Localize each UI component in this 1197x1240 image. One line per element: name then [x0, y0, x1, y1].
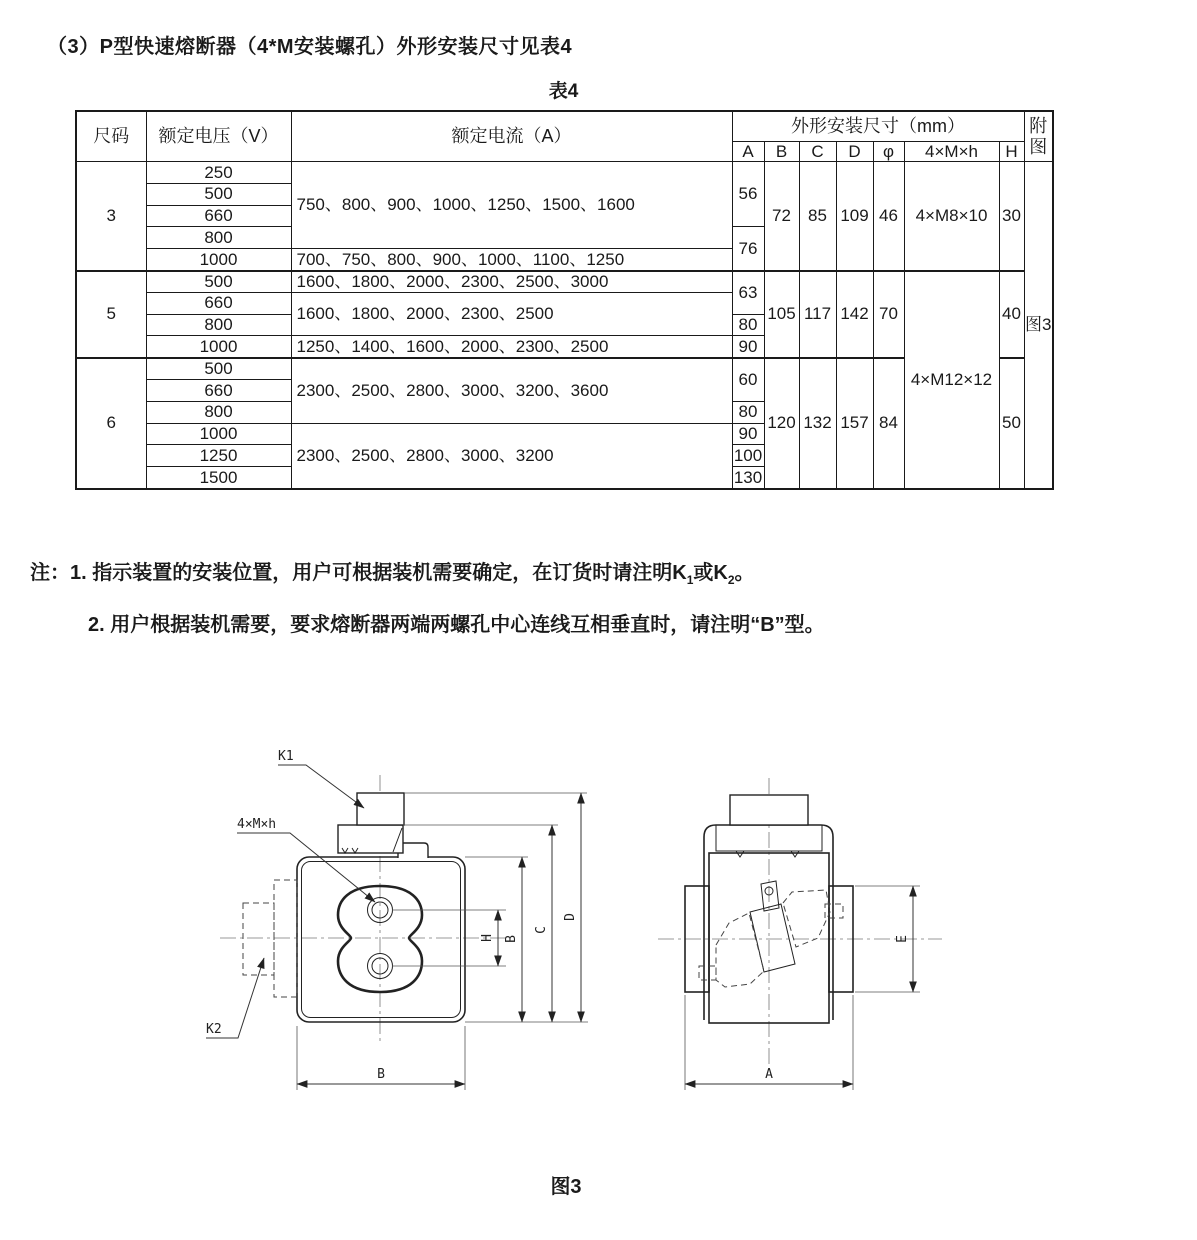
dim-h-label: H [480, 934, 495, 942]
table-cell: 3 [76, 162, 146, 271]
table-cell: 500 [146, 271, 291, 293]
table-cell: 85 [799, 162, 836, 271]
note-1 [30, 556, 1130, 587]
table-cell: 1600、1800、2000、2300、2500、3000 [291, 271, 732, 293]
table-cell: 30 [999, 162, 1024, 271]
k2-label: K2 [206, 1022, 222, 1037]
table-cell: 157 [836, 358, 873, 489]
page-heading: （3）P型快速熔断器（4*M安装螺孔）外形安装尺寸见表4 [47, 36, 573, 58]
front-knob [357, 793, 404, 825]
table-cell: 117 [799, 271, 836, 358]
dim-d-label: D [563, 913, 578, 921]
table-cell: 132 [799, 358, 836, 489]
table-cell: 660 [146, 380, 291, 402]
table-cell: 120 [764, 358, 799, 489]
side-knob [730, 795, 808, 825]
table-cell: 250 [146, 162, 291, 184]
table-cell: 4×M12×12 [904, 271, 999, 489]
table-cell: 130 [733, 467, 763, 487]
figure-3-drawing [180, 740, 970, 1110]
table-row [76, 162, 1053, 184]
col-header-size: 尺码 [76, 111, 146, 162]
dim-d [563, 793, 581, 1022]
table-cell: 2300、2500、2800、3000、3200、3600 [291, 358, 732, 423]
table-cell: 142 [836, 271, 873, 358]
table-cell: 63 [732, 271, 764, 315]
table-header [76, 111, 1053, 162]
col-header-b: B [764, 141, 799, 162]
table-cell: 500 [146, 183, 291, 205]
table-cell: 1000 [146, 423, 291, 445]
table-cell: 40 [999, 271, 1024, 358]
side-view [658, 778, 942, 1090]
note-2: 2. 用户根据装机需要，要求熔断器两端两螺孔中心连线互相垂直时，请注明“B”型。 [88, 614, 825, 636]
col-header-dims-group: 外形安装尺寸（mm） [732, 111, 1024, 141]
table-cell: 50 [999, 358, 1024, 489]
fuse-element [699, 881, 843, 987]
col-header-phi: φ [873, 141, 904, 162]
table-cell: 100 [733, 446, 763, 466]
figure-caption: 图3 [550, 1176, 582, 1198]
dim-b-side-label: B [504, 935, 519, 943]
side-cap-clips [736, 851, 799, 857]
table-cell: 84 [873, 358, 904, 489]
table-row [76, 271, 1053, 293]
note-1-mid: 或K [693, 562, 728, 584]
table-cell: 4×M8×10 [904, 162, 999, 271]
table-cell: 5 [76, 271, 146, 358]
dim-c-label: C [534, 926, 549, 934]
table-cell: 80 [732, 314, 764, 336]
table-cell: 46 [873, 162, 904, 271]
fuse-center-bar [750, 904, 795, 972]
dim-e-label: E [895, 935, 910, 943]
fuse-left-wing [716, 913, 764, 987]
table-cell: 750、800、900、1000、1250、1500、1600 [291, 162, 732, 249]
k1-label: K1 [278, 749, 294, 764]
table-cell: 图3 [1024, 162, 1053, 489]
table-cell: 700、750、800、900、1000、1100、1250 [291, 249, 732, 271]
table-cell: 660 [146, 292, 291, 314]
table-cell: 500 [146, 358, 291, 380]
k2-dashed-outer [274, 880, 297, 997]
note-1-sub1: 1 [686, 573, 694, 587]
front-view [206, 749, 588, 1090]
table-cell: 1000 [146, 336, 291, 358]
spec-table [75, 110, 1054, 490]
table-cell: 90 [732, 423, 764, 445]
note-1-end: 。 [734, 562, 755, 584]
table-body [76, 162, 1053, 489]
dim-b-side [504, 857, 522, 1022]
dim-a-label: A [765, 1067, 773, 1082]
col-header-figure: 附图 [1024, 111, 1053, 162]
table-cell: 70 [873, 271, 904, 358]
table-cell: 80 [732, 401, 764, 423]
fuse-left-tab [699, 966, 716, 980]
table-cell: 90 [732, 336, 764, 358]
side-clamp-band [704, 825, 833, 1020]
col-header-current: 额定电流（A） [291, 111, 732, 162]
mount-label: 4×M×h [237, 817, 277, 832]
col-header-c: C [799, 141, 836, 162]
table-cell: 800 [146, 401, 291, 423]
table-cell: 105 [764, 271, 799, 358]
table-cell: 1250 [146, 445, 291, 467]
k1-leader [278, 749, 364, 808]
table-cell: 800 [146, 227, 291, 249]
table-caption: 表4 [548, 81, 579, 102]
note-1-text: 注：1. 指示装置的安装位置，用户可根据装机需要确定，在订货时请注明K [30, 562, 687, 584]
k2-leader [206, 958, 264, 1038]
dim-c [534, 825, 552, 1022]
col-header-voltage: 额定电压（V） [146, 111, 291, 162]
table-cell: 60 [732, 358, 764, 402]
note-1-sub2: 2 [727, 573, 735, 587]
col-header-d: D [836, 141, 873, 162]
table-cell: 1500 [146, 467, 291, 489]
col-header-a: A [732, 141, 764, 162]
spec-table-wrap [75, 110, 1054, 490]
table-cell: 6 [76, 358, 146, 489]
notes-block [30, 556, 1130, 637]
dim-b-bottom-label: B [377, 1067, 385, 1082]
table-cell: 660 [146, 205, 291, 227]
fuse-right-wing [783, 890, 830, 947]
table-cell: 72 [764, 162, 799, 271]
table-cell: 56 [732, 162, 764, 227]
table-cell: 1250、1400、1600、2000、2300、2500 [291, 336, 732, 358]
table-cell: 76 [732, 227, 764, 271]
table-cell: 1000 [146, 249, 291, 271]
table-cell: 2300、2500、2800、3000、3200 [291, 423, 732, 488]
table-cell: 1600、1800、2000、2300、2500 [291, 292, 732, 336]
col-header-4mh: 4×M×h [904, 141, 999, 162]
table-cell: 109 [836, 162, 873, 271]
k2-dashed-inner [243, 903, 274, 975]
dim-b-bottom [297, 1026, 465, 1090]
front-body-outline [297, 857, 465, 1022]
col-header-h: H [999, 141, 1024, 162]
table-cell: 800 [146, 314, 291, 336]
